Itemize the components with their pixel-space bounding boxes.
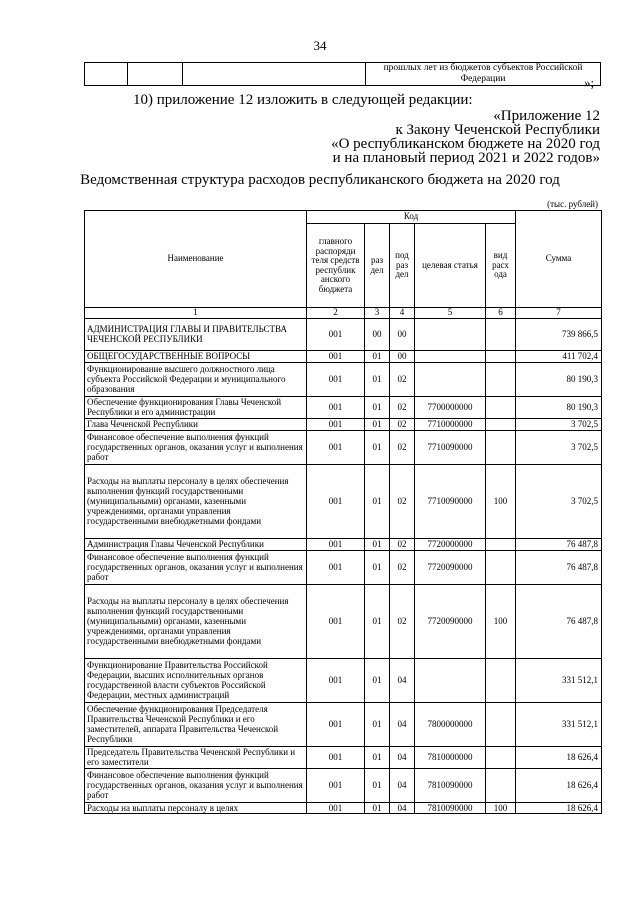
cell-pr: 02 bbox=[390, 584, 415, 658]
cell-pr: 04 bbox=[390, 702, 415, 746]
cell-name: Финансовое обеспечение выполнения функций государственных органов, оказания услуг и выполнения работ bbox=[85, 768, 307, 802]
table-row bbox=[85, 768, 602, 802]
expenditure-table bbox=[84, 210, 602, 814]
cell-name: Обеспечение функционирования Главы Чеченской Республики и его администрации bbox=[85, 396, 307, 418]
cell-cs bbox=[415, 318, 486, 350]
cell-sum: 76 487,8 bbox=[516, 584, 602, 658]
cell-glav: 001 bbox=[307, 768, 365, 802]
cell-cs: 7810090000 bbox=[415, 768, 486, 802]
table-row bbox=[85, 550, 602, 584]
cell-vr: 100 bbox=[486, 464, 516, 538]
cell-pr: 02 bbox=[390, 396, 415, 418]
cell-glav: 001 bbox=[307, 396, 365, 418]
closing-quote: »; bbox=[584, 75, 595, 90]
cell-name: Глава Чеченской Республики bbox=[85, 418, 307, 430]
header-kod: Код bbox=[307, 211, 516, 224]
cell-name: АДМИНИСТРАЦИЯ ГЛАВЫ И ПРАВИТЕЛЬСТВА ЧЕЧЕНСКОЙ РЕСПУБЛИКИ bbox=[85, 318, 307, 350]
col-number: 6 bbox=[486, 308, 516, 319]
cell-vr bbox=[486, 362, 516, 396]
cell-glav: 001 bbox=[307, 418, 365, 430]
cell-vr bbox=[486, 658, 516, 702]
cell-rz: 01 bbox=[365, 802, 390, 813]
cell-vr bbox=[486, 746, 516, 768]
table-row bbox=[85, 350, 602, 362]
col-number: 2 bbox=[307, 308, 365, 319]
cell-pr: 02 bbox=[390, 362, 415, 396]
cell-rz: 01 bbox=[365, 658, 390, 702]
cell-pr: 04 bbox=[390, 768, 415, 802]
cell-rz: 01 bbox=[365, 538, 390, 550]
cell-cs: 7800000000 bbox=[415, 702, 486, 746]
cell-name: Председатель Правительства Чеченской Республики и его заместители bbox=[85, 746, 307, 768]
table-row bbox=[85, 464, 602, 538]
cell-sum: 18 626,4 bbox=[516, 802, 602, 813]
cell-glav: 001 bbox=[307, 430, 365, 464]
appendix-line-3: «О республиканском бюджете на 2020 год bbox=[331, 136, 600, 152]
cell-sum: 3 702,5 bbox=[516, 430, 602, 464]
table-row bbox=[85, 802, 602, 813]
header-sum: Сумма bbox=[516, 211, 602, 308]
cell-pr: 02 bbox=[390, 418, 415, 430]
cell-rz: 01 bbox=[365, 768, 390, 802]
col-number: 1 bbox=[85, 308, 307, 319]
cell-name: Финансовое обеспечение выполнения функций государственных органов, оказания услуг и выполнения работ bbox=[85, 550, 307, 584]
cell-glav: 001 bbox=[307, 746, 365, 768]
header-razdel: раз дел bbox=[365, 224, 390, 308]
table-row bbox=[85, 538, 602, 550]
cell-pr: 02 bbox=[390, 464, 415, 538]
cell-name: Расходы на выплаты персоналу в целях обеспечения выполнения функций государственными (муниципальными) органами, казенными учреждениями, органами управления государственными внебюджетными фондами bbox=[85, 464, 307, 538]
appendix-line-2: к Закону Чеченской Республики bbox=[395, 122, 600, 138]
cell-rz: 01 bbox=[365, 746, 390, 768]
cell-glav: 001 bbox=[307, 702, 365, 746]
cell-glav: 001 bbox=[307, 318, 365, 350]
cell-glav: 001 bbox=[307, 538, 365, 550]
cell-sum: 18 626,4 bbox=[516, 768, 602, 802]
header-vid: вид расх ода bbox=[486, 224, 516, 308]
cell-sum: 80 190,3 bbox=[516, 396, 602, 418]
cell-sum: 76 487,8 bbox=[516, 550, 602, 584]
cell-pr: 00 bbox=[390, 318, 415, 350]
cell-vr bbox=[486, 768, 516, 802]
cell-rz: 01 bbox=[365, 702, 390, 746]
previous-table-fragment bbox=[84, 62, 601, 86]
cell-glav: 001 bbox=[307, 550, 365, 584]
header-tselevaya: целевая статья bbox=[415, 224, 486, 308]
prev-cell-2 bbox=[128, 63, 183, 86]
cell-sum: 18 626,4 bbox=[516, 746, 602, 768]
cell-sum: 739 866,5 bbox=[516, 318, 602, 350]
cell-cs bbox=[415, 658, 486, 702]
table-row bbox=[85, 584, 602, 658]
cell-rz: 01 bbox=[365, 464, 390, 538]
cell-glav: 001 bbox=[307, 584, 365, 658]
cell-sum: 3 702,5 bbox=[516, 418, 602, 430]
document-title: Ведомственная структура расходов республиканского бюджета на 2020 год bbox=[80, 172, 560, 188]
col-number: 7 bbox=[516, 308, 602, 319]
cell-name: ОБЩЕГОСУДАРСТВЕННЫЕ ВОПРОСЫ bbox=[85, 350, 307, 362]
cell-pr: 02 bbox=[390, 430, 415, 464]
cell-glav: 001 bbox=[307, 658, 365, 702]
col-number: 4 bbox=[390, 308, 415, 319]
cell-vr bbox=[486, 318, 516, 350]
table-row bbox=[85, 702, 602, 746]
cell-rz: 00 bbox=[365, 318, 390, 350]
cell-rz: 01 bbox=[365, 418, 390, 430]
page-number: 34 bbox=[313, 38, 327, 53]
col-number: 3 bbox=[365, 308, 390, 319]
cell-vr: 100 bbox=[486, 584, 516, 658]
cell-name: Администрация Главы Чеченской Республики bbox=[85, 538, 307, 550]
cell-sum: 331 512,1 bbox=[516, 658, 602, 702]
header-podrazdel: под раз дел bbox=[390, 224, 415, 308]
col-number: 5 bbox=[415, 308, 486, 319]
cell-vr bbox=[486, 350, 516, 362]
cell-sum: 3 702,5 bbox=[516, 464, 602, 538]
cell-cs: 7810090000 bbox=[415, 802, 486, 813]
table-row bbox=[85, 418, 602, 430]
cell-cs: 7810000000 bbox=[415, 746, 486, 768]
table-row bbox=[85, 362, 602, 396]
cell-cs: 7720000000 bbox=[415, 538, 486, 550]
cell-pr: 04 bbox=[390, 746, 415, 768]
cell-cs bbox=[415, 350, 486, 362]
cell-name: Расходы на выплаты персоналу в целях обеспечения выполнения функций государственными (муниципальными) органами, казенными учреждениями, органами управления государственными внебюджетными фондами bbox=[85, 584, 307, 658]
cell-name: Финансовое обеспечение выполнения функций государственных органов, оказания услуг и выполнения работ bbox=[85, 430, 307, 464]
cell-pr: 02 bbox=[390, 550, 415, 584]
header-name: Наименование bbox=[85, 211, 307, 308]
cell-glav: 001 bbox=[307, 464, 365, 538]
cell-vr bbox=[486, 538, 516, 550]
cell-vr: 100 bbox=[486, 802, 516, 813]
table-row bbox=[85, 430, 602, 464]
cell-cs: 7710090000 bbox=[415, 464, 486, 538]
cell-rz: 01 bbox=[365, 550, 390, 584]
cell-cs: 7710090000 bbox=[415, 430, 486, 464]
prev-cell-1 bbox=[85, 63, 128, 86]
cell-cs bbox=[415, 362, 486, 396]
prev-cell-3 bbox=[183, 63, 366, 86]
cell-sum: 80 190,3 bbox=[516, 362, 602, 396]
cell-rz: 01 bbox=[365, 430, 390, 464]
cell-vr bbox=[486, 550, 516, 584]
cell-cs: 7710000000 bbox=[415, 418, 486, 430]
cell-vr bbox=[486, 418, 516, 430]
cell-name: Функционирование высшего должностного лица субъекта Российской Федерации и муниципального образования bbox=[85, 362, 307, 396]
cell-cs: 7720090000 bbox=[415, 550, 486, 584]
cell-rz: 01 bbox=[365, 396, 390, 418]
cell-name: Расходы на выплаты персоналу в целях bbox=[85, 802, 307, 813]
table-row bbox=[85, 746, 602, 768]
cell-name: Обеспечение функционирования Председателя Правительства Чеченской Республики и его заместителей, аппарата Правительства Чеченской Республики bbox=[85, 702, 307, 746]
table-row bbox=[85, 396, 602, 418]
cell-sum: 411 702,4 bbox=[516, 350, 602, 362]
cell-vr bbox=[486, 430, 516, 464]
cell-glav: 001 bbox=[307, 350, 365, 362]
amendment-instruction: 10) приложение 12 изложить в следующей редакции: bbox=[133, 92, 473, 108]
cell-pr: 04 bbox=[390, 658, 415, 702]
cell-glav: 001 bbox=[307, 362, 365, 396]
cell-name: Функционирование Правительства Российской Федерации, высших исполнительных органов государственной власти субъектов Российской Федерации, местных администраций bbox=[85, 658, 307, 702]
cell-rz: 01 bbox=[365, 350, 390, 362]
cell-rz: 01 bbox=[365, 584, 390, 658]
cell-cs: 7720090000 bbox=[415, 584, 486, 658]
cell-pr: 00 bbox=[390, 350, 415, 362]
prev-row-text: прошлых лет из бюджетов субъектов Российской Федерации bbox=[366, 63, 601, 86]
cell-sum: 331 512,1 bbox=[516, 702, 602, 746]
units-label: (тыс. рублей) bbox=[547, 199, 598, 209]
cell-pr: 02 bbox=[390, 538, 415, 550]
header-glav: главного распоряди теля средств республик анского бюджета bbox=[307, 224, 365, 308]
table-row bbox=[85, 318, 602, 350]
cell-sum: 76 487,8 bbox=[516, 538, 602, 550]
cell-vr bbox=[486, 702, 516, 746]
appendix-line-1: «Приложение 12 bbox=[493, 108, 600, 124]
cell-glav: 001 bbox=[307, 802, 365, 813]
cell-rz: 01 bbox=[365, 362, 390, 396]
appendix-line-4: и на плановый период 2021 и 2022 годов» bbox=[332, 150, 600, 166]
cell-cs: 7700000000 bbox=[415, 396, 486, 418]
table-row bbox=[85, 658, 602, 702]
cell-pr: 04 bbox=[390, 802, 415, 813]
appendix-heading bbox=[331, 109, 600, 165]
cell-vr bbox=[486, 396, 516, 418]
